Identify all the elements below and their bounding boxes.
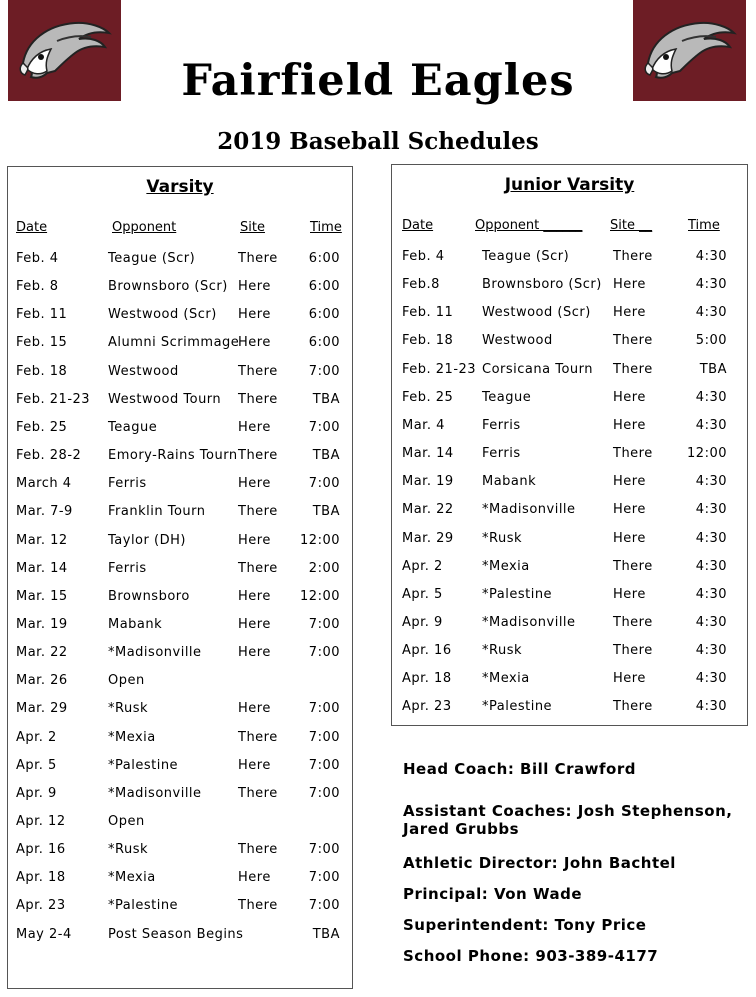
row-date: Feb. 18: [16, 363, 68, 379]
row-site: There: [238, 842, 278, 858]
schedule-row: [8, 617, 352, 637]
row-time: 12:00: [300, 588, 340, 604]
jv-schedule-panel: [391, 164, 748, 726]
row-site: Here: [613, 305, 646, 321]
row-time: 4:30: [695, 474, 727, 490]
schedule-row: [392, 615, 747, 635]
schedule-row: [8, 701, 352, 721]
row-date: Mar. 7-9: [16, 504, 73, 520]
row-site: Here: [613, 417, 646, 433]
row-site: There: [238, 785, 278, 801]
varsity-header-opponent: Opponent: [112, 220, 177, 235]
row-site: Here: [238, 645, 271, 661]
row-date: Apr. 16: [402, 643, 452, 659]
row-opponent: Alumni Scrimmage: [108, 335, 240, 351]
row-time: 7:00: [308, 476, 340, 492]
row-date: Feb. 15: [16, 335, 68, 351]
schedule-row: [8, 307, 352, 327]
row-time: 7:00: [308, 898, 340, 914]
head-coach-text: Head Coach: Bill Crawford: [403, 760, 636, 778]
schedule-row: [392, 559, 747, 579]
schedule-row: [392, 446, 747, 466]
row-site: Here: [613, 530, 646, 546]
schedule-row: [392, 418, 747, 438]
row-site: There: [613, 333, 653, 349]
row-time: 7:00: [308, 616, 340, 632]
jv-header-date: Date: [402, 218, 434, 233]
row-time: 4:30: [695, 699, 727, 715]
jv-header-site: Site __: [610, 218, 653, 233]
row-site: There: [238, 391, 278, 407]
row-date: Feb. 11: [16, 307, 68, 323]
row-site: There: [613, 643, 653, 659]
row-opponent: Post Season Begins: [108, 926, 244, 942]
schedule-row: [392, 390, 747, 410]
row-opponent: Teague (Scr): [482, 249, 570, 264]
row-date: Feb. 21-23: [16, 391, 91, 407]
row-time: 4:30: [695, 671, 727, 687]
row-opponent: *Palestine: [108, 898, 179, 914]
row-opponent: *Rusk: [482, 530, 522, 546]
row-opponent: Teague: [108, 419, 158, 435]
row-date: Apr. 12: [16, 814, 66, 829]
schedule-row: [8, 898, 352, 918]
row-opponent: *Mexia: [482, 558, 530, 574]
superintendent-text: Superintendent: Tony Price: [403, 916, 647, 934]
row-time: 4:30: [695, 586, 727, 602]
schedule-row: [392, 643, 747, 663]
row-opponent: *Madisonville: [482, 502, 576, 518]
row-time: 6:00: [308, 307, 340, 323]
row-time: 4:30: [695, 502, 727, 518]
schedule-row: [8, 927, 352, 947]
varsity-header-site: Site: [240, 220, 265, 235]
row-opponent: *Palestine: [482, 699, 553, 715]
row-date: Mar. 15: [16, 588, 68, 604]
row-opponent: Ferris: [482, 446, 521, 462]
row-time: 7:00: [308, 701, 340, 717]
schedule-row: [392, 249, 747, 269]
page-subtitle: 2019 Baseball Schedules: [217, 128, 539, 155]
schedule-row: [392, 671, 747, 691]
row-opponent: Franklin Tourn: [108, 504, 206, 520]
row-site: Here: [238, 616, 271, 632]
row-date: Feb. 28-2: [16, 448, 82, 464]
row-date: Apr. 2: [402, 558, 443, 574]
row-time: 7:00: [308, 419, 340, 435]
jv-title: Junior Varsity: [504, 175, 635, 195]
row-date: Apr. 23: [402, 699, 452, 715]
row-opponent: *Mexia: [482, 671, 530, 687]
row-site: Here: [238, 701, 271, 717]
row-date: May 2-4: [16, 926, 72, 942]
row-time: 4:30: [695, 417, 727, 433]
row-opponent: *Palestine: [108, 757, 179, 773]
schedule-row: [8, 364, 352, 384]
row-site: There: [238, 504, 278, 520]
row-opponent: Brownsboro (Scr): [482, 277, 602, 293]
row-time: TBA: [312, 504, 340, 520]
schedule-row: [8, 814, 352, 834]
row-date: Apr. 5: [16, 757, 57, 773]
schedule-row: [392, 587, 747, 607]
row-time: 7:00: [308, 363, 340, 379]
row-opponent: Ferris: [108, 560, 147, 576]
row-time: 4:30: [695, 305, 727, 321]
row-time: TBA: [699, 361, 727, 377]
jv-header-time: Time: [688, 218, 720, 233]
row-opponent: Westwood (Scr): [482, 305, 591, 321]
schedule-row: [8, 251, 352, 271]
row-site: Here: [238, 588, 271, 604]
school-phone-text: School Phone: 903-389-4177: [403, 947, 659, 965]
row-date: Mar. 26: [16, 673, 68, 689]
schedule-row: [392, 305, 747, 325]
row-site: There: [238, 729, 278, 745]
schedule-row: [8, 504, 352, 524]
row-opponent: *Mexia: [108, 870, 156, 886]
row-opponent: *Mexia: [108, 729, 156, 745]
row-date: Mar. 22: [402, 502, 454, 518]
row-time: 7:00: [308, 785, 340, 801]
row-time: 6:00: [308, 335, 340, 351]
row-opponent: *Rusk: [108, 842, 148, 858]
row-opponent: *Rusk: [108, 701, 148, 717]
schedule-row: [8, 645, 352, 665]
row-site: There: [238, 560, 278, 576]
row-site: Here: [613, 474, 646, 490]
row-time: 7:00: [308, 870, 340, 886]
row-time: 4:30: [695, 530, 727, 546]
row-time: 7:00: [308, 645, 340, 661]
row-date: Mar. 29: [402, 530, 454, 546]
row-time: 4:30: [695, 249, 727, 264]
varsity-header-date: Date: [16, 220, 48, 235]
assistant-coaches-line1: Assistant Coaches: Josh Stephenson,: [403, 802, 733, 820]
row-site: There: [238, 898, 278, 914]
row-date: Apr. 16: [16, 842, 66, 858]
row-opponent: Ferris: [482, 417, 521, 433]
row-time: 4:30: [695, 389, 727, 405]
row-opponent: Ferris: [108, 476, 147, 492]
row-time: 4:30: [695, 643, 727, 659]
row-time: 12:00: [687, 446, 727, 462]
assistant-coaches-line2: Jared Grubbs: [403, 820, 520, 838]
row-opponent: Teague (Scr): [108, 251, 196, 266]
schedule-row: [8, 589, 352, 609]
row-time: 4:30: [695, 558, 727, 574]
row-site: Here: [238, 532, 271, 548]
schedule-row: [8, 758, 352, 778]
row-date: Mar. 4: [402, 417, 445, 433]
row-time: 5:00: [695, 333, 727, 349]
row-opponent: *Palestine: [482, 586, 553, 602]
row-date: Mar. 19: [16, 616, 68, 632]
row-opponent: Westwood: [108, 363, 179, 379]
row-time: 7:00: [308, 729, 340, 745]
row-site: Here: [238, 476, 271, 492]
row-site: Here: [238, 757, 271, 773]
row-opponent: Taylor (DH): [108, 532, 186, 548]
row-date: Apr. 9: [16, 785, 57, 801]
schedule-row: [8, 730, 352, 750]
varsity-schedule-panel: [7, 166, 353, 989]
schedule-row: [392, 502, 747, 522]
row-date: Mar. 12: [16, 532, 68, 548]
row-opponent: Corsicana Tourn: [482, 361, 593, 377]
row-opponent: Teague: [482, 389, 532, 405]
jv-header-opponent: Opponent ______: [475, 218, 583, 233]
row-date: Mar. 22: [16, 645, 68, 661]
page-title: Fairfield Eagles: [181, 56, 575, 106]
row-time: 4:30: [695, 277, 727, 293]
schedule-row: [8, 420, 352, 440]
schedule-row: [8, 448, 352, 468]
row-time: 7:00: [308, 757, 340, 773]
row-date: Mar. 19: [402, 474, 454, 490]
row-time: 6:00: [308, 279, 340, 295]
row-opponent: *Madisonville: [108, 785, 202, 801]
row-time: TBA: [312, 926, 340, 942]
row-site: There: [238, 363, 278, 379]
row-time: 2:00: [308, 560, 340, 576]
row-site: There: [613, 361, 653, 377]
row-date: Apr. 18: [402, 671, 452, 687]
schedule-row: [8, 786, 352, 806]
row-time: 12:00: [300, 532, 340, 548]
row-opponent: Brownsboro: [108, 588, 190, 604]
schedule-row: [392, 474, 747, 494]
schedule-row: [392, 333, 747, 353]
schedule-row: [392, 277, 747, 297]
row-site: Here: [238, 870, 271, 886]
row-date: Feb. 21-23: [402, 361, 477, 377]
row-date: Feb. 25: [16, 419, 68, 435]
row-site: Here: [613, 277, 646, 293]
row-date: Apr. 23: [16, 898, 66, 914]
row-site: There: [238, 251, 278, 266]
schedule-row: [8, 279, 352, 299]
row-site: Here: [613, 502, 646, 518]
row-date: Feb. 4: [402, 249, 445, 264]
row-date: Apr. 2: [16, 729, 57, 745]
row-opponent: Westwood Tourn: [108, 391, 222, 407]
schedule-row: [8, 561, 352, 581]
schedule-row: [8, 673, 352, 693]
row-site: There: [613, 249, 653, 264]
schedule-row: [392, 699, 747, 719]
row-date: Mar. 14: [16, 560, 68, 576]
schedule-row: [8, 335, 352, 355]
row-site: There: [613, 614, 653, 630]
principal-text: Principal: Von Wade: [403, 885, 583, 903]
row-opponent: *Rusk: [482, 643, 522, 659]
row-site: Here: [238, 279, 271, 295]
row-opponent: *Madisonville: [482, 614, 576, 630]
row-site: There: [613, 558, 653, 574]
row-site: There: [613, 699, 653, 715]
row-site: Here: [238, 335, 271, 351]
schedule-row: [392, 362, 747, 382]
row-opponent: Westwood: [482, 333, 553, 349]
row-date: Feb. 18: [402, 333, 454, 349]
row-opponent: Emory-Rains Tourn: [108, 448, 238, 464]
row-date: Mar. 14: [402, 446, 454, 462]
row-date: March 4: [16, 476, 72, 492]
row-opponent: Open: [108, 814, 145, 829]
row-date: Feb. 4: [16, 251, 59, 266]
row-opponent: Mabank: [108, 616, 163, 632]
schedule-row: [8, 842, 352, 862]
row-time: 6:00: [308, 251, 340, 266]
row-date: Apr. 5: [402, 586, 443, 602]
schedule-row: [8, 533, 352, 553]
row-date: Apr. 18: [16, 870, 66, 886]
athletic-director-text: Athletic Director: John Bachtel: [403, 854, 676, 872]
schedule-row: [392, 531, 747, 551]
row-site: Here: [613, 586, 646, 602]
varsity-title: Varsity: [146, 177, 214, 197]
row-time: 4:30: [695, 614, 727, 630]
row-date: Feb. 11: [402, 305, 454, 321]
row-opponent: *Madisonville: [108, 645, 202, 661]
schedule-row: [8, 476, 352, 496]
row-opponent: Brownsboro (Scr): [108, 279, 228, 295]
row-site: There: [613, 446, 653, 462]
row-time: TBA: [312, 391, 340, 407]
row-date: Feb. 25: [402, 389, 454, 405]
row-opponent: Westwood (Scr): [108, 307, 217, 323]
schedule-row: [8, 392, 352, 412]
row-date: Feb.8: [402, 277, 440, 293]
varsity-header-time: Time: [310, 220, 342, 235]
row-date: Apr. 9: [402, 614, 443, 630]
row-opponent: Open: [108, 673, 145, 689]
row-date: Feb. 8: [16, 279, 59, 295]
row-site: Here: [613, 671, 646, 687]
row-time: TBA: [312, 448, 340, 464]
row-opponent: Mabank: [482, 474, 537, 490]
row-site: Here: [238, 307, 271, 323]
row-site: Here: [238, 419, 271, 435]
row-time: 7:00: [308, 842, 340, 858]
row-site: Here: [613, 389, 646, 405]
schedule-row: [8, 870, 352, 890]
row-site: There: [238, 448, 278, 464]
row-date: Mar. 29: [16, 701, 68, 717]
